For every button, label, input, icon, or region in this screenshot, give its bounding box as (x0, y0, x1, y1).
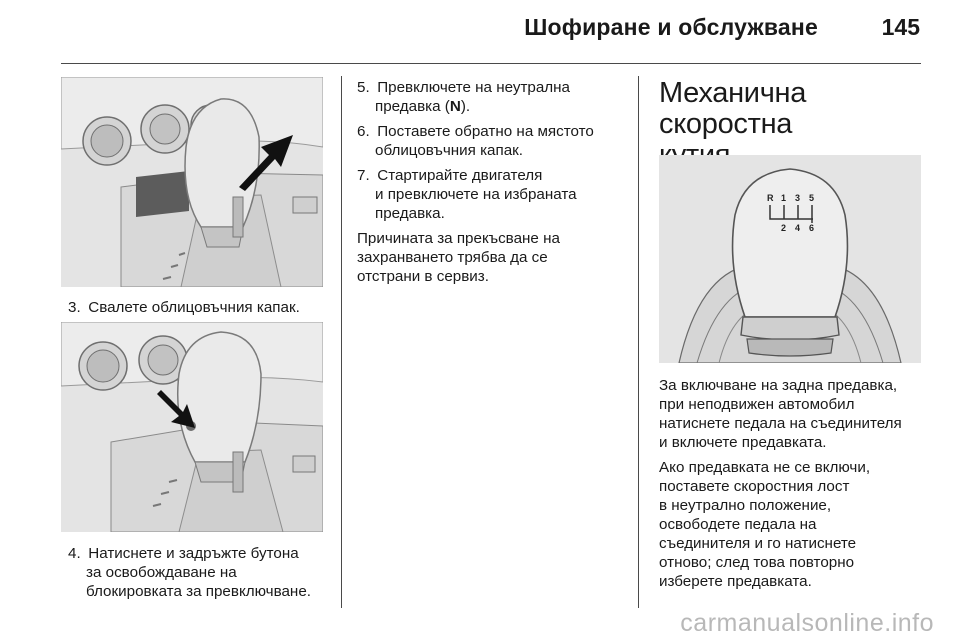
step-6-line-1: Поставете обратно на мястото (377, 123, 594, 140)
step-3-number: 3. (68, 299, 81, 316)
step-7-line-2: и превключете на избраната (375, 186, 577, 203)
step-5-number: 5. (357, 79, 370, 96)
figure-manual-gearbox-knob (659, 155, 921, 363)
neutral-gear-symbol: N (449, 98, 461, 115)
step-4-number: 4. (68, 545, 81, 562)
step-4-line-1: Натиснете и задръжте бутона (88, 545, 299, 562)
right-column-text (659, 376, 929, 597)
step-4-line-2: за освобождаване на (86, 564, 237, 581)
service-note-line-3: отстрани в сервиз. (357, 268, 489, 285)
step-5-line-2-pre: предавка ( (375, 98, 450, 115)
step-3-text: Свалете облицовъчния капак. (88, 299, 300, 316)
step-5-line-2-post: ). (460, 98, 471, 115)
step-5-line-2 (357, 97, 635, 116)
knob-label-r: R (767, 193, 774, 203)
step-6-number: 6. (357, 123, 370, 140)
gear-shift-panel-drawing (61, 77, 323, 287)
gear-not-engaged-line-4: освободете педала на (659, 516, 817, 533)
step-6 (357, 122, 635, 160)
reverse-gear-paragraph (659, 376, 929, 452)
step-7 (357, 166, 635, 223)
step-7-number: 7. (357, 167, 370, 184)
section-heading-line-1: Механична скоростна (659, 77, 807, 140)
service-note-line-1: Причината за прекъсване на (357, 230, 560, 247)
gear-not-engaged-line-2: поставете скоростния лост (659, 478, 850, 495)
reverse-gear-line-3: натиснете педала на съединителя (659, 415, 902, 432)
step-4 (68, 544, 338, 607)
step-7-line-1: Стартирайте двигателя (377, 167, 543, 184)
knob-label-6: 6 (809, 223, 815, 233)
column-divider-left (341, 76, 342, 608)
knob-label-2: 2 (781, 223, 787, 233)
step-6-line-2: облицовъчния капак. (375, 142, 524, 159)
knob-label-1: 1 (781, 193, 787, 203)
gear-not-engaged-line-3: в неутрално положение, (659, 497, 832, 514)
page-number: 145 (881, 14, 920, 40)
gear-not-engaged-line-1: Ако предавката не се включи, (659, 459, 871, 476)
gear-knob-drawing (659, 155, 921, 363)
gear-not-engaged-line-5: съединителя и го натиснете (659, 535, 857, 552)
service-note-line-2: захранването трябва да се (357, 249, 548, 266)
page-header-title: Шофиране и обслужване (524, 14, 818, 40)
step-3 (68, 298, 338, 323)
reverse-gear-line-1: За включване на задна предавка, (659, 377, 898, 394)
knob-label-4: 4 (795, 223, 801, 233)
gear-shift-release-drawing (61, 322, 323, 532)
step-5-line-1: Превключете на неутрална (377, 79, 571, 96)
gear-not-engaged-paragraph (659, 458, 929, 591)
gear-not-engaged-line-7: изберете предавката. (659, 573, 812, 590)
knob-label-3: 3 (795, 193, 801, 203)
step-7-line-3: предавка. (375, 205, 445, 222)
figure-cover-removal (61, 77, 323, 287)
reverse-gear-line-2: при неподвижен автомобил (659, 396, 855, 413)
step-4-line-3: блокировката за превключване. (86, 583, 311, 600)
reverse-gear-line-4: и включете предавката. (659, 434, 827, 451)
header-divider (61, 63, 921, 64)
gear-not-engaged-line-6: отново; след това повторно (659, 554, 855, 571)
step-5 (357, 78, 635, 116)
middle-column (357, 78, 635, 292)
column-divider-right (638, 76, 639, 608)
watermark: carmanualsonline.info (680, 609, 934, 637)
service-note (357, 229, 635, 286)
knob-label-5: 5 (809, 193, 815, 203)
figure-release-button (61, 322, 323, 532)
